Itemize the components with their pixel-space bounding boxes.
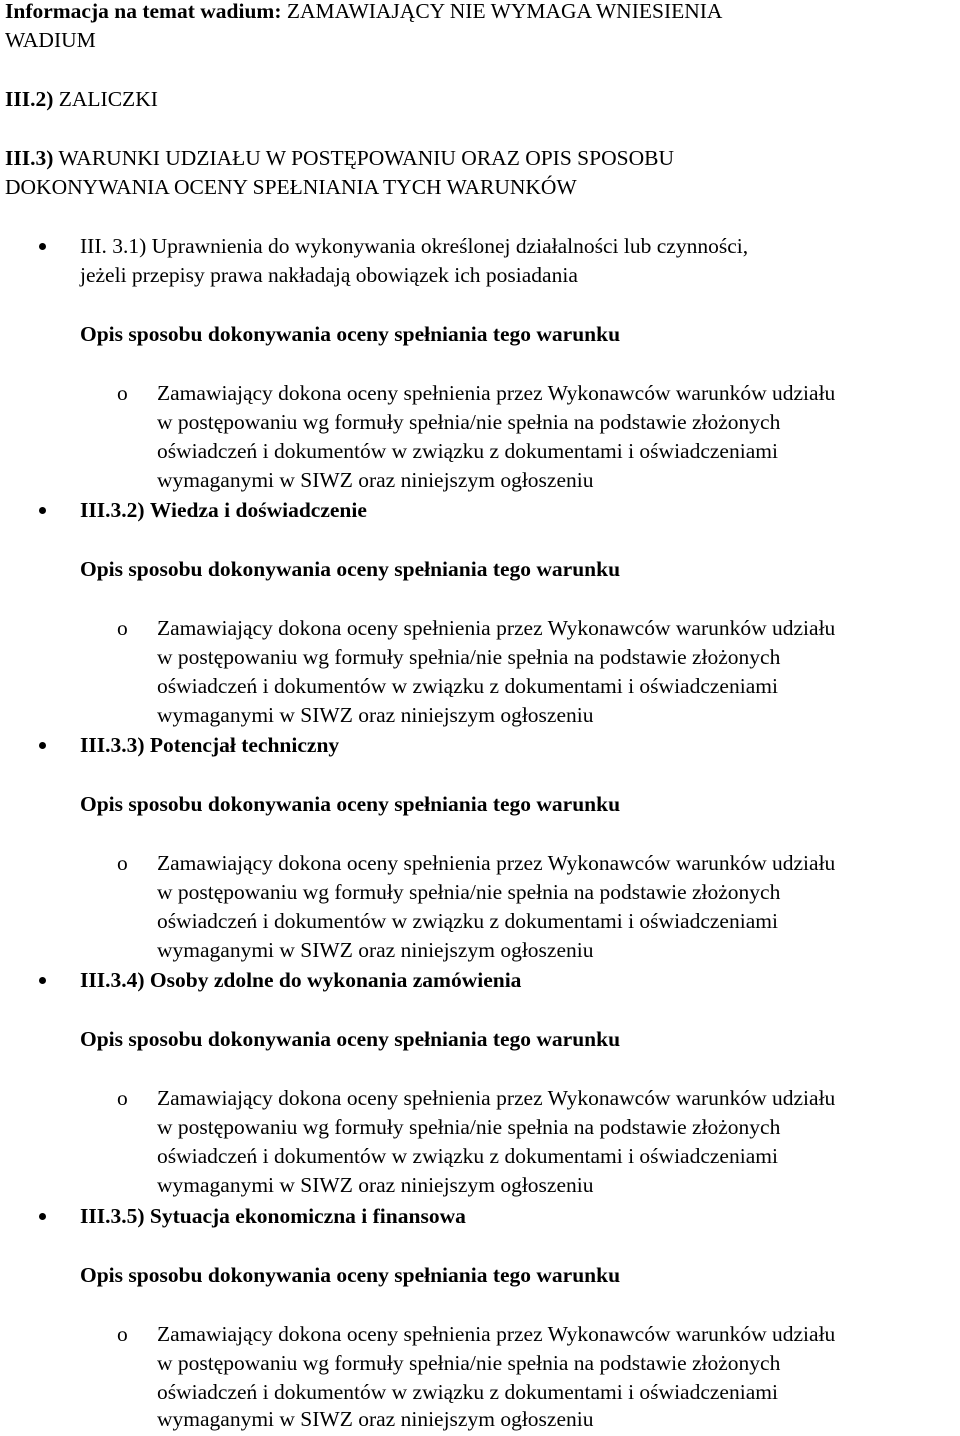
bullet-icon [39,507,46,514]
section1-title-line1 [80,232,748,262]
section4-desc-line2: w postępowaniu wg formuły spełnia/nie spełnia na podstawie złożonych [157,1115,781,1139]
section4-title-text: Osoby zdolne do wykonania zamówienia [149,968,522,992]
section1-desc-line2: w postępowaniu wg formuły spełnia/nie spełnia na podstawie złożonych [157,410,781,434]
section5-number: III.3.5) [80,1204,145,1228]
bullet-icon [39,742,46,749]
section5-desc-line1: Zamawiający dokona oceny spełnienia przez Wykonawców warunków udziału [157,1322,836,1346]
section5-desc-line2: w postępowaniu wg formuły spełnia/nie spełnia na podstawie złożonych [157,1351,781,1375]
bullet-icon [39,977,46,984]
section5-desc-line4: wymaganymi w SIWZ oraz niniejszym ogłoszeniu [157,1407,594,1431]
section5-sub-marker: o [117,1322,128,1346]
section5-desc-line3: oświadczeń i dokumentów w związku z dokumentami i oświadczeniami [157,1380,778,1404]
warunki-text-line2: DOKONYWANIA OCENY SPEŁNIANIA TYCH WARUNKÓW [5,175,577,199]
bullet-icon [39,243,46,250]
section5-opis-heading: Opis sposobu dokonywania oceny spełniania tego warunku [80,1263,621,1287]
section5-title [80,1202,466,1232]
section1-desc-line4: wymaganymi w SIWZ oraz niniejszym ogłoszeniu [157,468,594,492]
section4-opis-heading: Opis sposobu dokonywania oceny spełniania tego warunku [80,1027,621,1051]
section2-title-text: Wiedza i doświadczenie [149,498,367,522]
section5-title-text: Sytuacja ekonomiczna i finansowa [149,1204,466,1228]
section3-desc-line3: oświadczeń i dokumentów w związku z dokumentami i oświadczeniami [157,909,778,933]
section2-desc-line3: oświadczeń i dokumentów w związku z dokumentami i oświadczeniami [157,674,778,698]
section4-desc-line3: oświadczeń i dokumentów w związku z dokumentami i oświadczeniami [157,1144,778,1168]
section3-sub-marker: o [117,851,128,875]
zaliczki-text: ZALICZKI [58,87,158,111]
section3-number: III.3.3) [80,733,145,757]
section1-opis-heading: Opis sposobu dokonywania oceny spełniania tego warunku [80,322,621,346]
section1-title-text: Uprawnienia do wykonywania określonej działalności lub czynności, [151,234,749,258]
warunki-heading-line1 [5,144,674,174]
warunki-text-line1: WARUNKI UDZIAŁU W POSTĘPOWANIU ORAZ OPIS SPOSOBU [58,146,674,170]
zaliczki-number: III.2) [5,87,54,111]
section2-number: III.3.2) [80,498,145,522]
section1-desc-line1: Zamawiający dokona oceny spełnienia przez Wykonawców warunków udziału [157,381,836,405]
wadium-line [5,0,722,27]
section2-desc-line1: Zamawiający dokona oceny spełnienia przez Wykonawców warunków udziału [157,616,836,640]
section2-desc-line4: wymaganymi w SIWZ oraz niniejszym ogłoszeniu [157,703,594,727]
section3-opis-heading: Opis sposobu dokonywania oceny spełniania tego warunku [80,792,621,816]
section1-number: III. 3.1) [80,234,147,258]
warunki-number: III.3) [5,146,54,170]
section4-title [80,966,521,996]
wadium-text-line2: WADIUM [5,28,96,52]
section3-title-text: Potencjał techniczny [149,733,340,757]
section3-title [80,731,339,761]
section2-opis-heading: Opis sposobu dokonywania oceny spełniania tego warunku [80,557,621,581]
section1-sub-marker: o [117,381,128,405]
bullet-icon [39,1213,46,1220]
section4-number: III.3.4) [80,968,145,992]
section3-desc-line1: Zamawiający dokona oceny spełnienia przez Wykonawców warunków udziału [157,851,836,875]
section1-desc-line3: oświadczeń i dokumentów w związku z dokumentami i oświadczeniami [157,439,778,463]
section2-sub-marker: o [117,616,128,640]
section4-sub-marker: o [117,1086,128,1110]
section4-desc-line1: Zamawiający dokona oceny spełnienia przez Wykonawców warunków udziału [157,1086,836,1110]
section2-desc-line2: w postępowaniu wg formuły spełnia/nie spełnia na podstawie złożonych [157,645,781,669]
zaliczki-heading [5,85,158,115]
section3-desc-line4: wymaganymi w SIWZ oraz niniejszym ogłoszeniu [157,938,594,962]
section2-title [80,496,367,526]
section1-title-line2: jeżeli przepisy prawa nakładają obowiązek ich posiadania [80,263,578,287]
wadium-text-line1: ZAMAWIAJĄCY NIE WYMAGA WNIESIENIA [286,0,723,23]
wadium-label: Informacja na temat wadium: [5,0,282,23]
section4-desc-line4: wymaganymi w SIWZ oraz niniejszym ogłoszeniu [157,1173,594,1197]
section3-desc-line2: w postępowaniu wg formuły spełnia/nie spełnia na podstawie złożonych [157,880,781,904]
